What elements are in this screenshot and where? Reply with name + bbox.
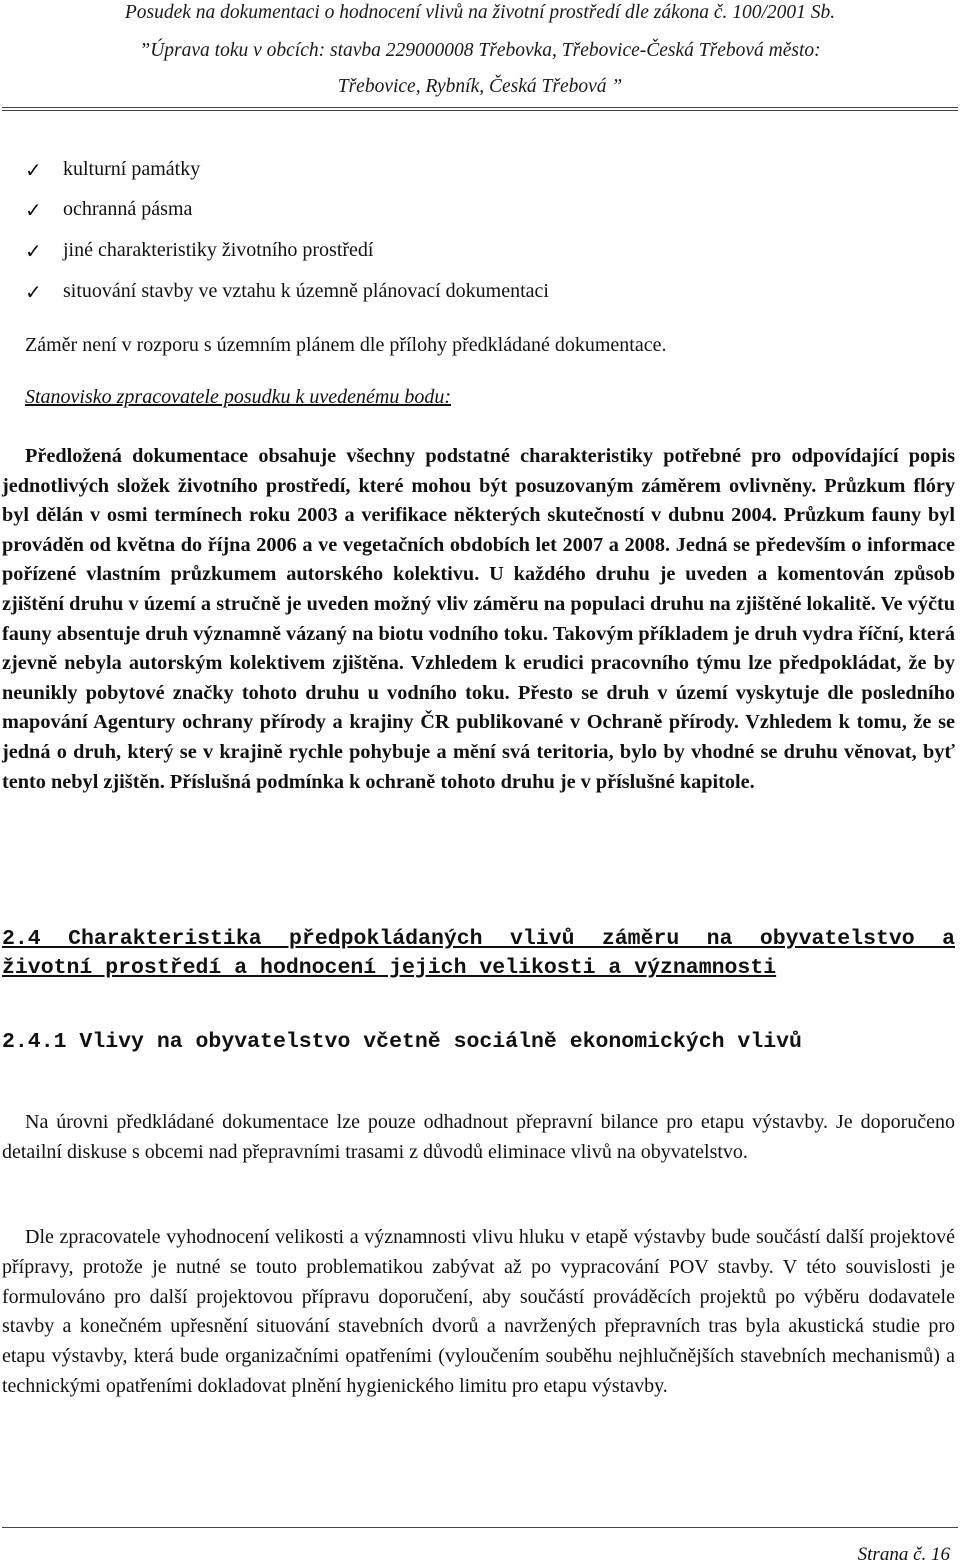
list-item-label: situování stavby ve vztahu k územně plánovací dokumentaci [63, 280, 549, 302]
stanovisko-text: Předložená dokumentace obsahuje všechny podstatné charakteristiky potřebné pro odpovídající popis jednotlivých složek životního prostředí, které mohou být posuzovaným záměrem ovlivněny. Průzkum flóry byl dělán v osmi termínech roku 2003 a verifikace některých skutečností v dubnu 2004. Průzkum fauny byl prováděn od května do října 2006 a ve vegetačních obdobích let 2007 a 2008. Jedná se především o informace pořízené vlastním průzkumem autorského kolektivu. U každého druhu je uveden a komentován způsob zjištění druhu v území a stručně je uveden možný vliv záměru na populaci druhu na zjištěné lokalitě. Ve výčtu fauny absentuje druh významně vázaný na biotu vodního toku. Takovým příkladem je druh vydra říční, která zjevně nebyla autorským kolektivem zjištěna. Vzhledem k erudici pracovního týmu lze předpokládat, že by neunikly pobytové značky tohoto druhu u vodního toku. Přesto se druh v území vyskytuje dle posledního mapování Agentury ochrany přírody a krajiny ČR publikované v Ochraně přírody. Vzhledem k tomu, že se jedná o druh, který se v krajině rychle pohybuje a mění svá teritoria, bylo by vhodné se druhu věnovat, byť tento nebyl zjištěn. Příslušná podmínka k ochraně tohoto druhu je v příslušné kapitole. [2, 445, 955, 793]
list-item-label: ochranná pásma [63, 198, 193, 220]
header-line-3: Třebovice, Rybník, Česká Třebová ” [337, 76, 623, 97]
conclusion-line: Záměr není v rozporu s územním plánem dle přílohy předkládané dokumentace. [25, 334, 667, 356]
stanovisko-paragraph [2, 442, 955, 797]
stanovisko-heading: Stanovisko zpracovatele posudku k uvedenému bodu: [25, 386, 451, 408]
check-icon: ✓ [25, 158, 42, 182]
check-icon: ✓ [25, 280, 42, 304]
check-icon: ✓ [25, 239, 42, 263]
body-paragraph-2: Dle zpracovatele vyhodnocení velikosti a významnosti vlivu hluku v etapě výstavby bude součástí další projektové přípravy, protože je nutné se touto problematikou zabývat až po vypracování POV stavby. V této souvislosti je formulováno pro další projektovou přípravu doporučení, aby součástí prováděcích projektů po výběru dodavatele stavby a konečném upřesnění situování stavebních dvorů a navržených přepravních tras byla akustická studie pro etapu výstavby, která bude organizačními opatřeními (vyloučením souběhu nejhlučnějších stavebních mechanismů) a technickými opatřeními dokladovat plnění hygienického limitu pro etapu výstavby. [2, 1226, 955, 1397]
header-line-2: ”Úprava toku v obcích: stavba 229000008 Třebovka, Třebovice-Česká Třebová město: [139, 40, 821, 61]
list-item-label: kulturní památky [63, 158, 201, 180]
header-divider [2, 107, 958, 111]
header-line-1: Posudek na dokumentaci o hodnocení vlivů na životní prostředí dle zákona č. 100/2001 Sb. [124, 2, 836, 23]
page-number: Strana č. 16 [857, 1544, 950, 1565]
section-heading-2-4-1: 2.4.1 Vlivy na obyvatelstvo včetně sociálně ekonomických vlivů [2, 1030, 802, 1054]
footer-divider [2, 1527, 958, 1528]
check-icon: ✓ [25, 198, 42, 222]
section-heading-2-4: 2.4 Charakteristika předpokládaných vlivů záměru na obyvatelstvo a životní prostředí a hodnocení jejich velikosti a významnosti [2, 927, 955, 980]
body-paragraph-1: Na úrovni předkládané dokumentace lze pouze odhadnout přepravní bilance pro etapu výstavby. Je doporučeno detailní diskuse s obcemi nad přepravními trasami z důvodů eliminace vlivů na obyvatelstvo. [2, 1111, 955, 1163]
list-item-label: jiné charakteristiky životního prostředí [63, 239, 374, 261]
